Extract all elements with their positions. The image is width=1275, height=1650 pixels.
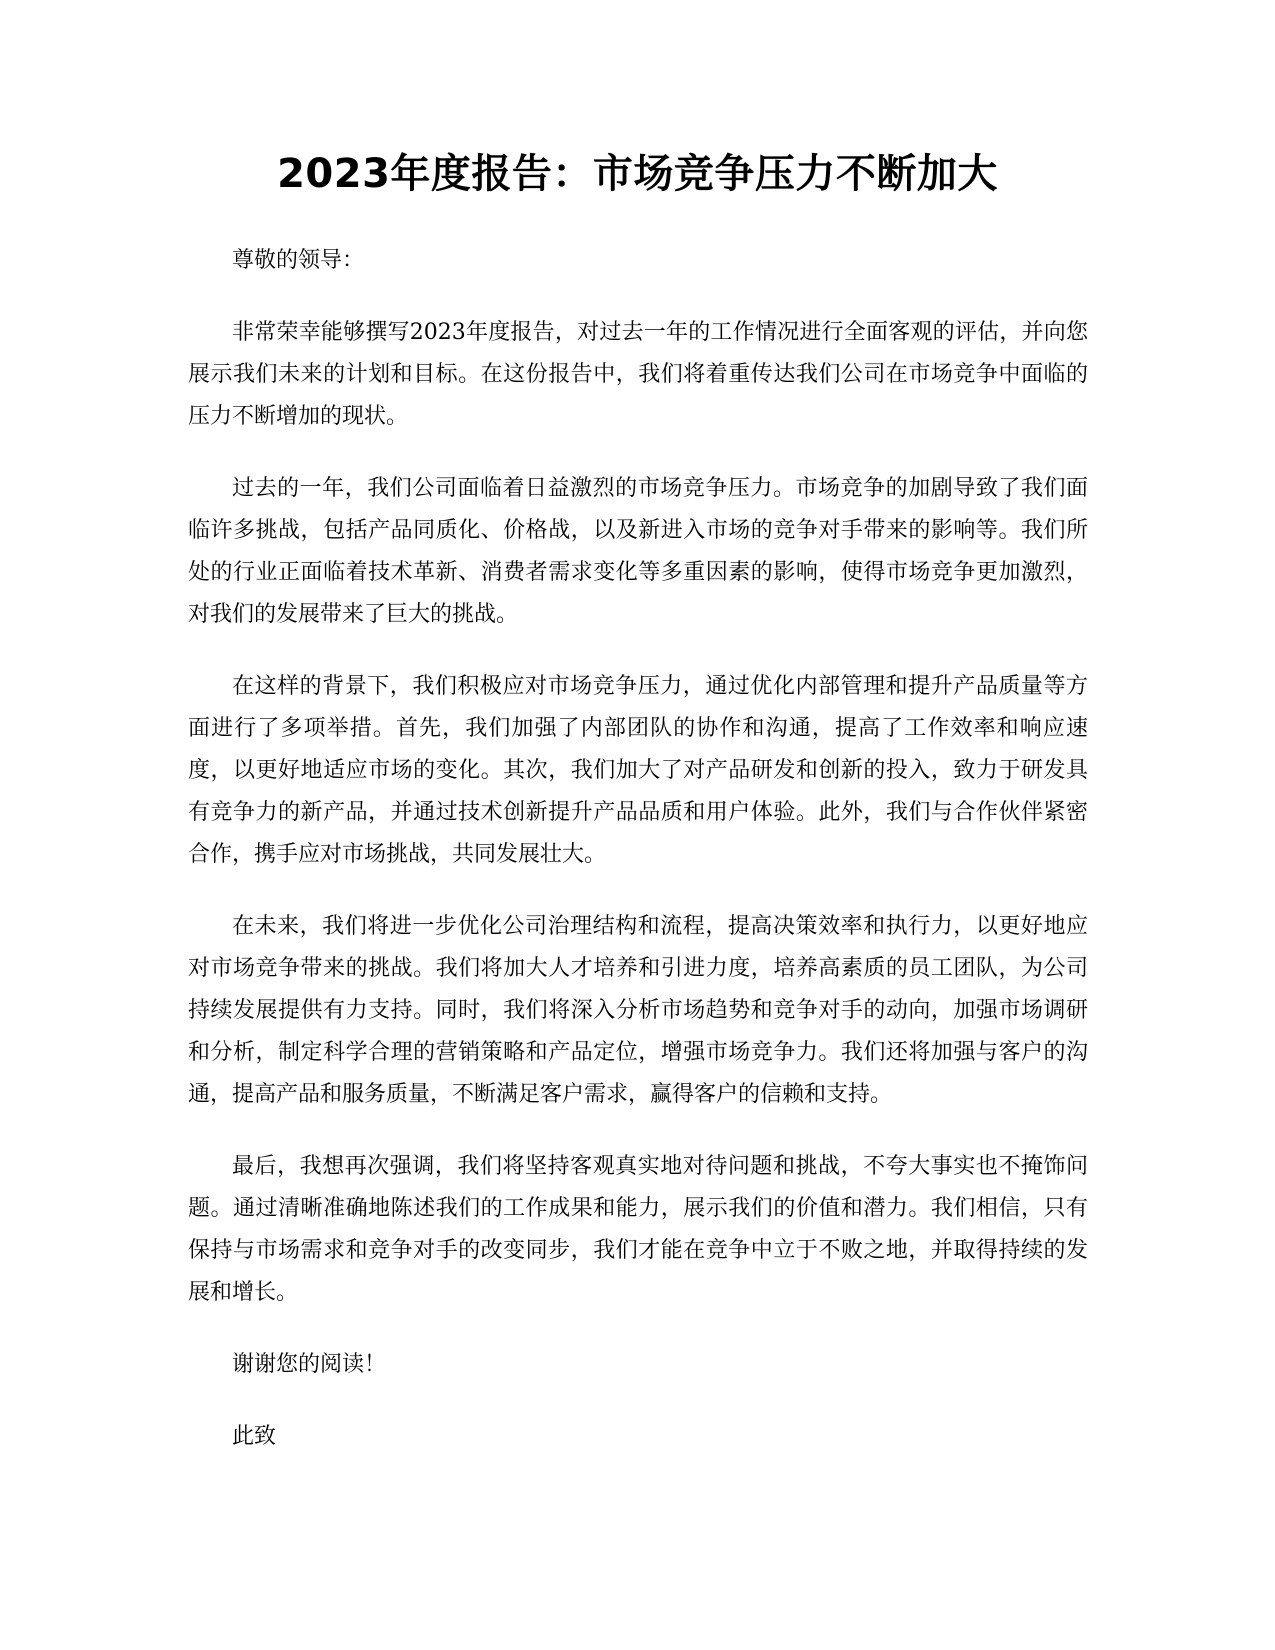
thanks-line: 谢谢您的阅读！: [232, 1352, 387, 1377]
salutation: 尊敬的领导：: [232, 248, 365, 273]
closing-line: 此致: [232, 1424, 277, 1449]
document-body: [188, 240, 1088, 1488]
document-title: 2023年度报告：市场竞争压力不断加大: [277, 151, 998, 197]
paragraph-4: 在未来，我们将进一步优化公司治理结构和流程，提高决策效率和执行力，以更好地应对市场竞争带来的挑战。我们将加大人才培养和引进力度，培养高素质的员工团队，为公司持续发展提供有力支持。同时，我们将深入分析市场趋势和竞争对手的动向，加强市场调研和分析，制定科学合理的营销策略和产品定位，增强市场竞争力。我们还将加强与客户的沟通，提高产品和服务质量，不断满足客户需求，赢得客户的信赖和支持。: [188, 914, 1088, 1107]
paragraph-1: 非常荣幸能够撰写2023年度报告，对过去一年的工作情况进行全面客观的评估，并向您展示我们未来的计划和目标。在这份报告中，我们将着重传达我们公司在市场竞争中面临的压力不断增加的现状。: [188, 320, 1088, 429]
paragraph-2: 过去的一年，我们公司面临着日益激烈的市场竞争压力。市场竞争的加剧导致了我们面临许多挑战，包括产品同质化、价格战，以及新进入市场的竞争对手带来的影响等。我们所处的行业正面临着技术革新、消费者需求变化等多重因素的影响，使得市场竞争更加激烈，对我们的发展带来了巨大的挑战。: [188, 476, 1088, 627]
paragraph-3: 在这样的背景下，我们积极应对市场竞争压力，通过优化内部管理和提升产品质量等方面进行了多项举措。首先，我们加强了内部团队的协作和沟通，提高了工作效率和响应速度，以更好地适应市场的变化。其次，我们加大了对产品研发和创新的投入，致力于研发具有竞争力的新产品，并通过技术创新提升产品品质和用户体验。此外，我们与合作伙伴紧密合作，携手应对市场挑战，共同发展壮大。: [188, 674, 1088, 867]
paragraph-5: 最后，我想再次强调，我们将坚持客观真实地对待问题和挑战，不夸大事实也不掩饰问题。通过清晰准确地陈述我们的工作成果和能力，展示我们的价值和潜力。我们相信，只有保持与市场需求和竞争对手的改变同步，我们才能在竞争中立于不败之地，并取得持续的发展和增长。: [188, 1154, 1088, 1305]
